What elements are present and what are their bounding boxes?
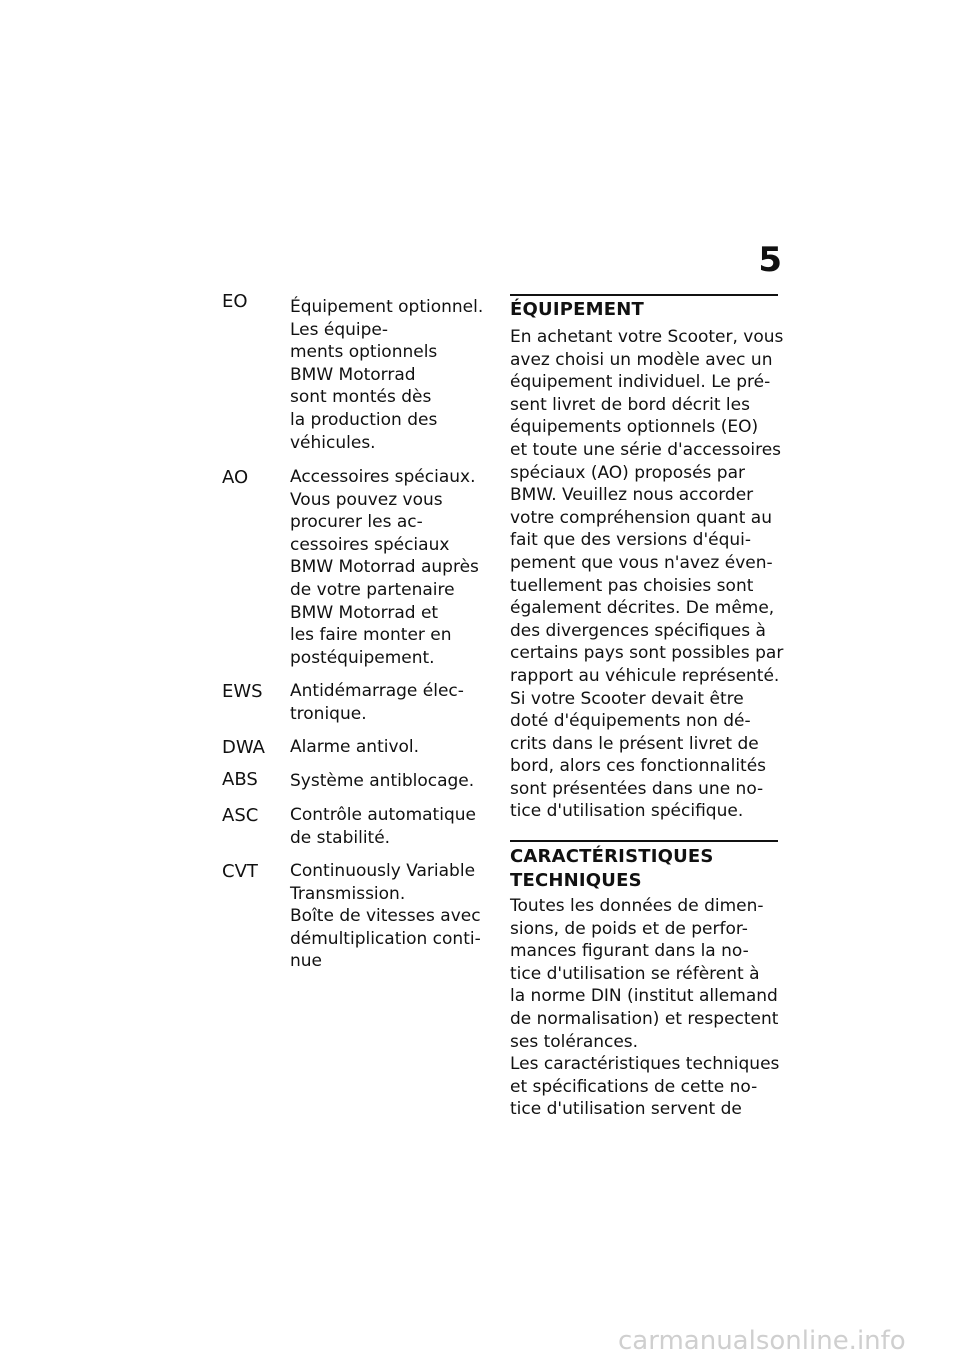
heading-line: TECHNIQUES	[510, 870, 642, 891]
definition-line: postéquipement.	[290, 647, 435, 668]
body-line: doté d'équipements non dé-	[510, 711, 751, 732]
definition-line: Accessoires spéciaux.	[290, 467, 476, 487]
body-line: votre compréhension quant au	[510, 507, 772, 528]
abbr-ews: EWS	[222, 681, 263, 702]
definition-line: Système antiblocage.	[290, 771, 475, 791]
body-line: bord, alors ces fonctionnalités	[510, 756, 767, 777]
body-line: également décrites. De même,	[510, 598, 775, 619]
abbr-ao: AO	[222, 467, 249, 488]
body-line: sont présentées dans une no-	[510, 778, 764, 799]
definition-line: tronique.	[290, 703, 367, 724]
abbr-ews-definition	[290, 680, 486, 725]
definition-line: de stabilité.	[290, 827, 391, 848]
body-line: équipement individuel. Le pré-	[510, 372, 771, 393]
body-line: tice d'utilisation spécifique.	[510, 801, 744, 822]
body-line: des divergences spécifiques à	[510, 620, 766, 641]
body-line: équipements optionnels (EO)	[510, 417, 759, 438]
body-line: tice d'utilisation servent de	[510, 1099, 742, 1120]
abbr-asc: ASC	[222, 805, 259, 826]
section-divider	[510, 294, 778, 296]
abbr-eo-definition	[290, 296, 486, 454]
body-line: Les caractéristiques techniques	[510, 1054, 780, 1075]
body-line: tice d'utilisation se réfèrent à	[510, 963, 760, 984]
body-line: BMW. Veuillez nous accorder	[510, 485, 754, 506]
definition-line: démultiplication conti-	[290, 928, 481, 949]
page-number: 5	[758, 240, 782, 280]
definition-line: BMW Motorrad et	[290, 602, 439, 623]
body-line: spéciaux (AO) proposés par	[510, 462, 745, 483]
abbr-dwa: DWA	[222, 737, 265, 758]
body-line: Si votre Scooter devait être	[510, 688, 744, 709]
body-line: fait que des versions d'équi-	[510, 530, 752, 551]
body-line: ses tolérances.	[510, 1031, 639, 1052]
body-line: tuellement pas choisies sont	[510, 575, 754, 596]
body-line: et toute une série d'accessoires	[510, 439, 782, 460]
section-body-equipement	[510, 326, 782, 823]
heading-line: CARACTÉRISTIQUES	[510, 846, 714, 867]
definition-line: la production des	[290, 409, 438, 430]
section-body-caracteristiques	[510, 895, 782, 1121]
section-heading-caracteristiques	[510, 845, 780, 893]
body-line: et spécifications de cette no-	[510, 1076, 758, 1097]
body-line: Toutes les données de dimen-	[510, 896, 764, 916]
definition-line: Alarme antivol.	[290, 737, 420, 757]
body-line: avez choisi un modèle avec un	[510, 349, 773, 370]
abbr-ao-definition	[290, 466, 486, 669]
definition-line: Vous pouvez vous	[290, 489, 443, 510]
body-line: crits dans le présent livret de	[510, 733, 759, 754]
definition-line: Les équipe-	[290, 319, 389, 340]
abbr-eo: EO	[222, 291, 248, 312]
definition-line: de votre partenaire	[290, 579, 455, 600]
body-line: rapport au véhicule représenté.	[510, 665, 780, 686]
section-divider	[510, 840, 778, 842]
abbr-cvt: CVT	[222, 861, 258, 882]
definition-line: Équipement optionnel.	[290, 297, 484, 317]
definition-line: Transmission.	[290, 883, 406, 904]
body-line: la norme DIN (institut allemand	[510, 986, 778, 1007]
heading-line: ÉQUIPEMENT	[510, 299, 644, 320]
definition-line: cessoires spéciaux	[290, 534, 450, 555]
body-line: certains pays sont possibles par	[510, 643, 784, 664]
definition-line: BMW Motorrad auprès	[290, 557, 479, 578]
section-heading-equipement	[510, 298, 780, 322]
body-line: mances figurant dans la no-	[510, 941, 749, 962]
definition-line: Antidémarrage élec-	[290, 681, 464, 701]
body-line: En achetant votre Scooter, vous	[510, 327, 784, 347]
abbr-dwa-definition	[290, 736, 486, 759]
watermark: carmanualsonline.info	[618, 1326, 906, 1356]
definition-line: sont montés dès	[290, 387, 432, 408]
abbr-abs: ABS	[222, 769, 258, 790]
abbr-cvt-definition	[290, 860, 486, 973]
definition-line: véhicules.	[290, 432, 376, 453]
definition-line: BMW Motorrad	[290, 364, 416, 385]
abbr-asc-definition	[290, 804, 486, 849]
abbr-abs-definition	[290, 770, 486, 793]
definition-line: les faire monter en	[290, 625, 452, 646]
body-line: sions, de poids et de perfor-	[510, 918, 748, 939]
body-line: de normalisation) et respectent	[510, 1008, 779, 1029]
body-line: pement que vous n'avez éven-	[510, 552, 773, 573]
definition-line: procurer les ac-	[290, 512, 423, 533]
definition-line: Boîte de vitesses avec	[290, 906, 481, 927]
definition-line: Contrôle automatique	[290, 805, 476, 825]
body-line: sent livret de bord décrit les	[510, 394, 750, 415]
definition-line: Continuously Variable	[290, 861, 476, 881]
definition-line: ments optionnels	[290, 342, 438, 363]
definition-line: nue	[290, 951, 323, 972]
